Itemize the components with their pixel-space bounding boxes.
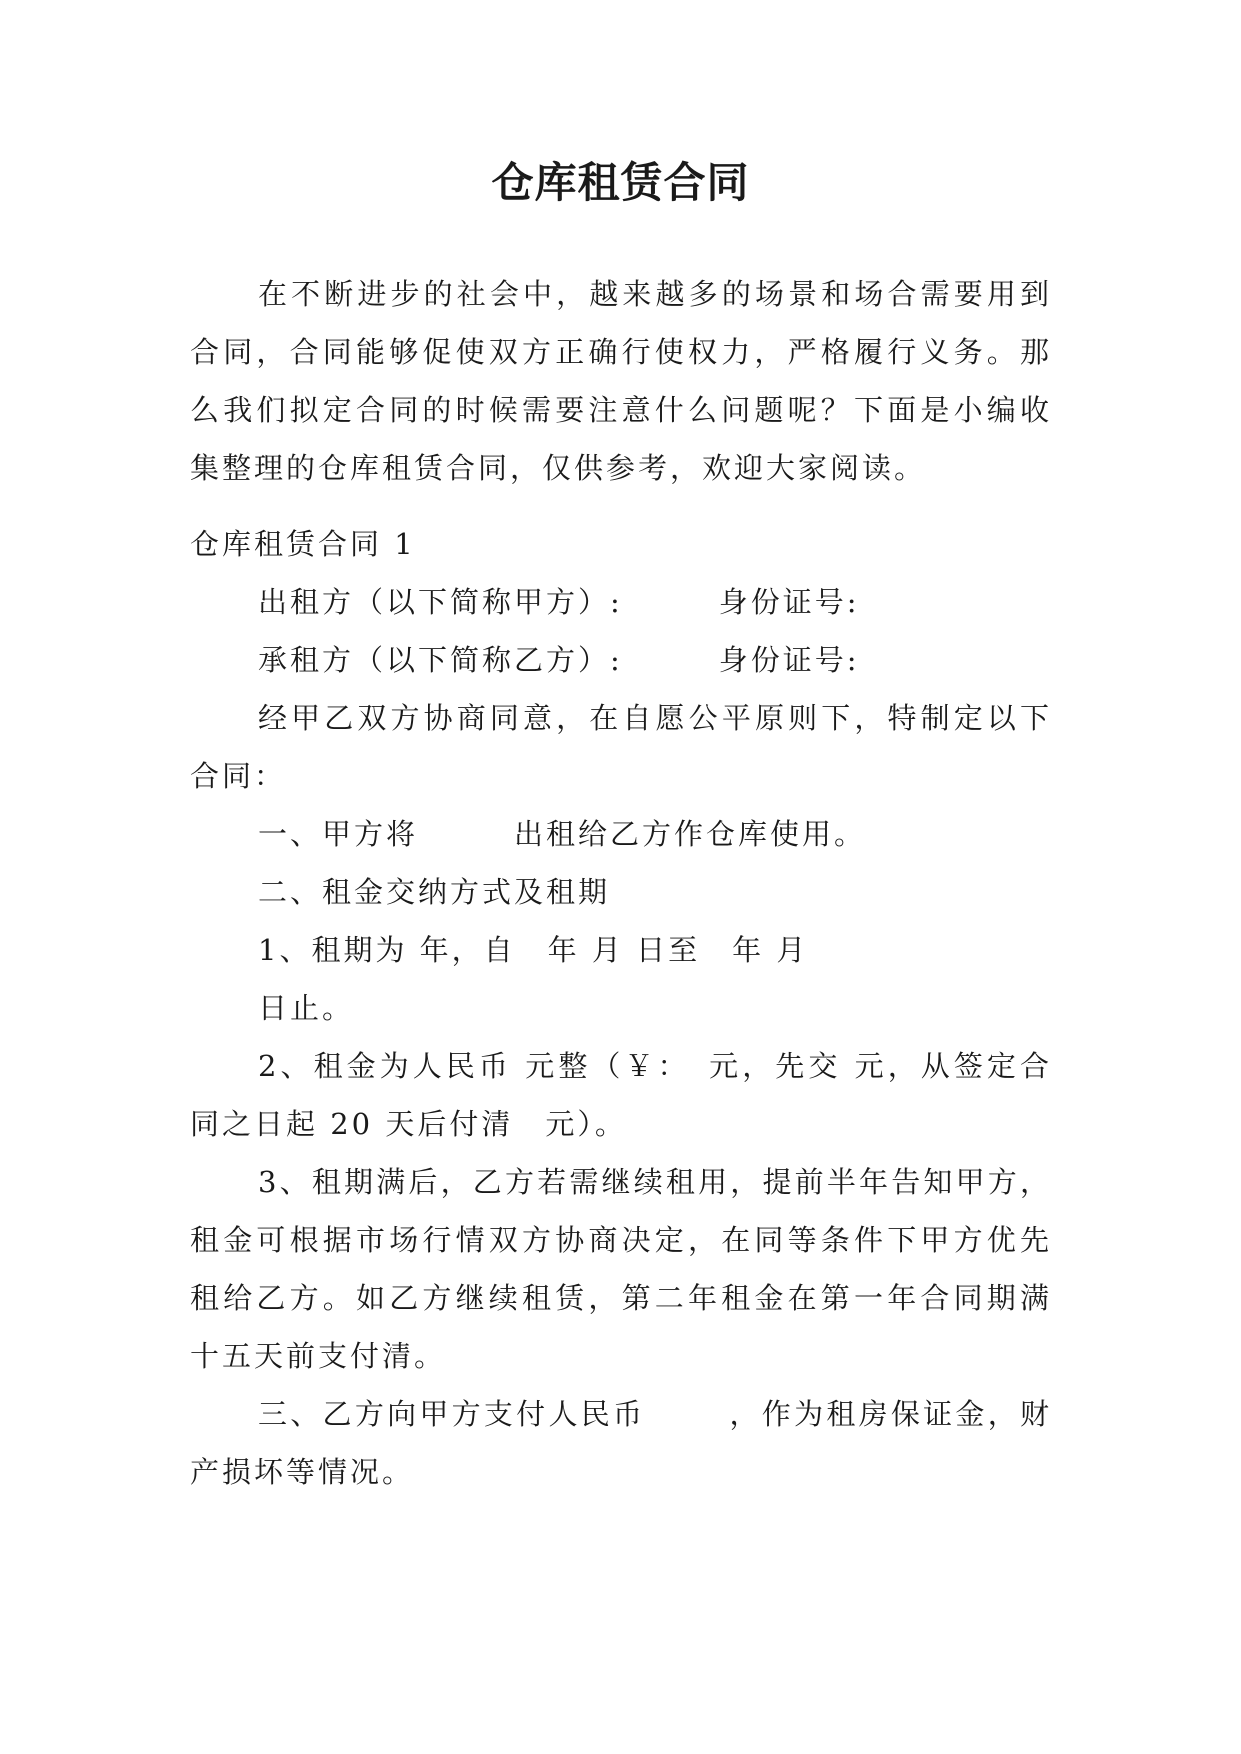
section-heading: 仓库租赁合同 1 bbox=[190, 527, 416, 561]
clause-2-1-line-2: 日止。 bbox=[258, 991, 355, 1025]
clause-2-3: 3、租期满后，乙方若需继续租用，提前半年告知甲方，租金可根据市场行情双方协商决定，在同等条件下甲方优先租给乙方。如乙方继续租赁，第二年租金在第一年合同期满十五天前支付清。 bbox=[190, 1165, 1052, 1373]
preamble-paragraph: 经甲乙双方协商同意，在自愿公平原则下，特制定以下合同： bbox=[190, 701, 1052, 793]
intro-block bbox=[190, 265, 1052, 497]
clause-1-suffix: 出租给乙方作仓库使用。 bbox=[514, 817, 867, 851]
clause-3-suffix: ，作为租房保证金，财产损坏等情况。 bbox=[190, 1397, 1052, 1489]
clause-3 bbox=[190, 1385, 1052, 1501]
clause-2-1-line-1: 1、租期为 年，自 年 月 日至 年 月 bbox=[258, 933, 809, 967]
clause-3-prefix: 三、乙方向甲方支付人民币 bbox=[258, 1397, 646, 1431]
clause-1-prefix: 一、甲方将 bbox=[258, 817, 419, 851]
clause-2-2: 2、租金为人民币 元整（￥： 元，先交 元，从签定合同之日起 20 天后付清 元）。 bbox=[190, 1049, 1052, 1141]
lessor-label: 出租方（以下简称甲方）: bbox=[258, 585, 623, 619]
lessee-line bbox=[190, 631, 1052, 689]
clause-1 bbox=[190, 805, 1052, 863]
lessor-id-label: 身份证号: bbox=[718, 585, 860, 619]
lessee-label: 承租方（以下简称乙方）: bbox=[258, 643, 623, 677]
lessee-id-label: 身份证号: bbox=[718, 643, 860, 677]
intro-paragraph: 在不断进步的社会中，越来越多的场景和场合需要用到合同，合同能够促使双方正确行使权力，严格履行义务。那么我们拟定合同的时候需要注意什么问题呢？下面是小编收集整理的仓库租赁合同，仅供参考，欢迎大家阅读。 bbox=[190, 277, 1052, 485]
lessor-line bbox=[190, 573, 1052, 631]
contract-body bbox=[190, 515, 1052, 1501]
document-title: 仓库租赁合同 bbox=[491, 158, 750, 207]
clause-2-heading: 二、租金交纳方式及租期 bbox=[258, 875, 611, 909]
